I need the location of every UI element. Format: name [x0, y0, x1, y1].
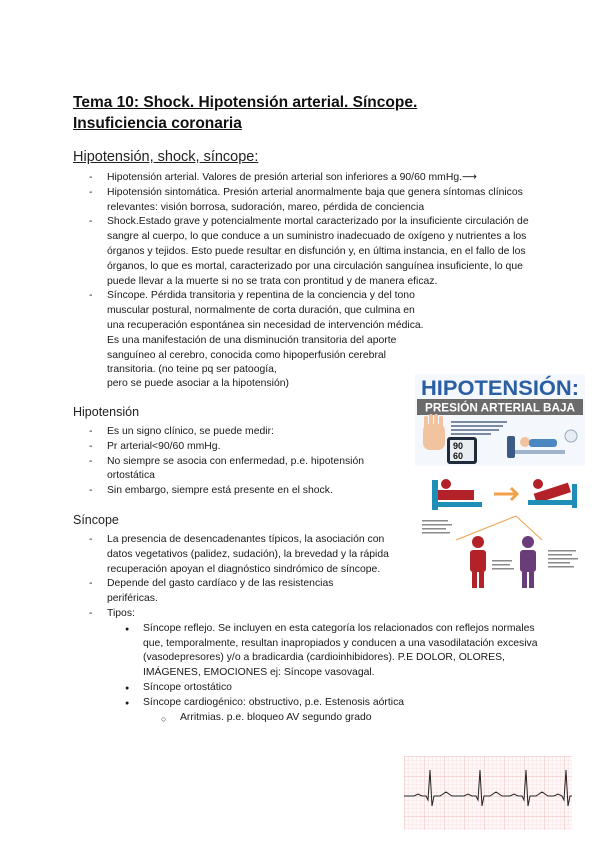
hand-icon — [423, 414, 445, 450]
infographic-subtitle: PRESIÓN ARTERIAL BAJA — [425, 400, 579, 415]
list-item: - Síncope. Pérdida transitoria y repentina de la conciencia y del tono muscular postural, normalmente de corta duración, que culmina en una recuperación espontánea sin necesidad de intervención médica. Es una manifestación de una disminución transitoria del aporte sanguíneo al cerebro, conocida como hipoperfusión cerebral transitoria. (no teine pq ser patoogía, — [73, 289, 427, 378]
list-item: - Es un signo clínico, se puede medir: — [73, 425, 403, 440]
infographic-title: HIPOTENSIÓN: — [421, 377, 573, 400]
list-item — [107, 696, 543, 726]
intro-list — [73, 171, 533, 378]
subtipos-list — [143, 711, 543, 726]
hipotension-infographic — [415, 374, 585, 466]
tipos-label: Tipos: — [107, 607, 135, 619]
list-item — [73, 607, 543, 725]
list-item: - Sin embargo, siempre está presente en el shock. — [73, 484, 403, 499]
tipo-label: Síncope cardiogénico: obstructivo, p.e. Estenosis aórtica — [143, 696, 405, 708]
list-item: - No siempre se asocia con enfermedad, p.e. hipotensión ortostática — [73, 455, 367, 485]
document-title: Tema 10: Shock. Hipotensión arterial. Síncope. Insuficiencia coronaria — [73, 94, 418, 132]
list-item: - Pr arterial<90/60 mmHg. — [73, 440, 403, 455]
hipotension-list — [73, 425, 403, 499]
list-item: - Depende del gasto cardíaco y de las resistencias periféricas. — [73, 577, 367, 607]
section-heading: Hipotensión, shock, síncope: — [73, 149, 259, 165]
list-item: ● Síncope reflejo. Se incluyen en esta categoría los relacionados con reflejos normales que, temporalmente, resultan inapropiados y conducen a una vasodilatación excesiva (vasodepresores) y/o a bradicardia (cardioinhibidores). P.E DOLOR, OLORES, IMÁGENES, EMOCIONES ej: Síncope vasovagal. — [107, 622, 543, 681]
sincope-illustration — [416, 470, 584, 598]
list-item: ○ Arritmias. p.e. bloqueo AV segundo grado — [143, 711, 543, 726]
svg-text:60: 60 — [453, 451, 464, 461]
tipos-list — [107, 622, 543, 726]
sincope-heading: Síncope — [73, 513, 119, 527]
list-item: ● Síncope ortostático — [107, 681, 543, 696]
svg-text:90: 90 — [453, 441, 464, 451]
list-item: - Shock.Estado grave y potencialmente mortal caracterizado por la insuficiente circulación de sangre al cuerpo, lo que conduce a un suministro inadecuado de oxígeno y nutrientes a los órganos y tejidos. Esto puede resultar en disfunción y, en última instancia, en el fallo de los órganos, lo que es mortal, caracterizado por una circulación sanguínea insuficiente, lo que puede llevar a la muerte si no se trata con prontitud y de manera eficaz. — [73, 215, 533, 289]
blood-pressure-monitor-icon — [447, 437, 477, 464]
list-item: - Hipotensión sintomática. Presión arterial anormalmente baja que genera síntomas clínicos relevantes: visión borrosa, sudoración, mareo, pérdida de conciencia — [73, 186, 533, 216]
list-item: - La presencia de desencadenantes típicos, la asociación con datos vegetativos (palidez, sudación), la brevedad y la rápida recuperación apoyan el diagnóstico sindrómico de síncope. — [73, 533, 407, 577]
ecg-strip — [404, 756, 572, 830]
list-item: - Hipotensión arterial. Valores de presión arterial son inferiores a 90/60 mmHg.⟶ — [73, 171, 533, 186]
intro-continuation: pero se puede asociar a la hipotensión) — [107, 378, 289, 389]
hipotension-heading: Hipotensión — [73, 405, 140, 419]
